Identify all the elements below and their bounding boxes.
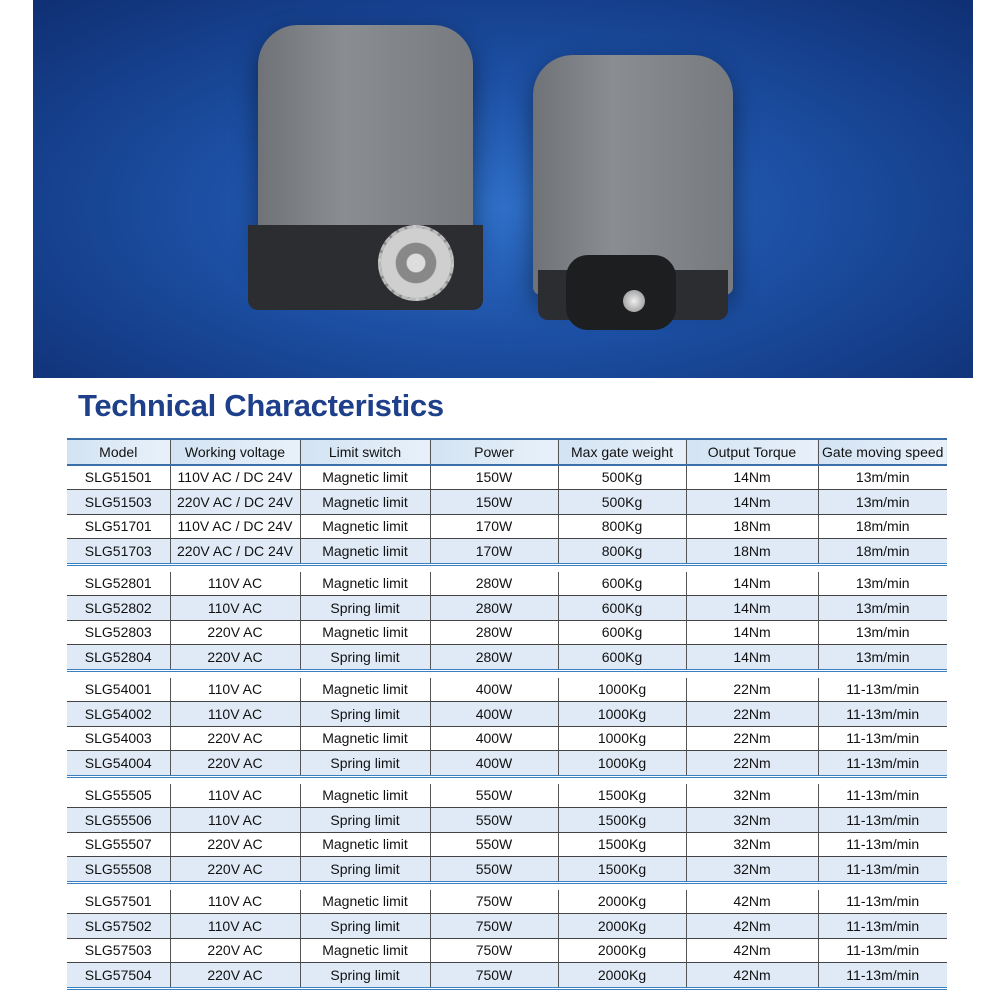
table-cell: 170W bbox=[430, 514, 558, 539]
column-header: Limit switch bbox=[300, 439, 430, 465]
table-cell: 13m/min bbox=[818, 645, 947, 671]
table-cell: 110V AC bbox=[170, 702, 300, 727]
table-cell: 400W bbox=[430, 726, 558, 751]
table-cell: 110V AC bbox=[170, 678, 300, 702]
table-row bbox=[67, 620, 947, 645]
table-cell: 14Nm bbox=[686, 465, 818, 490]
table-row bbox=[67, 514, 947, 539]
table-cell: 280W bbox=[430, 572, 558, 596]
table-cell: 2000Kg bbox=[558, 938, 686, 963]
table-cell: 2000Kg bbox=[558, 890, 686, 914]
table-cell: 13m/min bbox=[818, 596, 947, 621]
table-cell: Magnetic limit bbox=[300, 539, 430, 565]
table-row bbox=[67, 572, 947, 596]
column-header: Gate moving speed bbox=[818, 439, 947, 465]
table-cell: 110V AC bbox=[170, 890, 300, 914]
table-cell: SLG51703 bbox=[67, 539, 170, 565]
table-cell: 220V AC bbox=[170, 726, 300, 751]
table-cell: 750W bbox=[430, 938, 558, 963]
table-cell: 18m/min bbox=[818, 539, 947, 565]
product-photo bbox=[33, 0, 973, 378]
table-cell: 14Nm bbox=[686, 620, 818, 645]
spec-table bbox=[67, 438, 947, 990]
table-cell: 18m/min bbox=[818, 514, 947, 539]
table-cell: Magnetic limit bbox=[300, 890, 430, 914]
table-row bbox=[67, 938, 947, 963]
table-cell: SLG52802 bbox=[67, 596, 170, 621]
table-cell: Magnetic limit bbox=[300, 490, 430, 515]
table-cell: 14Nm bbox=[686, 596, 818, 621]
column-header: Max gate weight bbox=[558, 439, 686, 465]
table-cell: 42Nm bbox=[686, 938, 818, 963]
table-cell: 110V AC bbox=[170, 572, 300, 596]
table-cell: SLG51501 bbox=[67, 465, 170, 490]
column-header: Working voltage bbox=[170, 439, 300, 465]
column-header: Output Torque bbox=[686, 439, 818, 465]
table-row bbox=[67, 465, 947, 490]
table-cell: 400W bbox=[430, 678, 558, 702]
table-cell: 11-13m/min bbox=[818, 963, 947, 989]
table-cell: 220V AC bbox=[170, 963, 300, 989]
table-cell: SLG54001 bbox=[67, 678, 170, 702]
table-cell: 110V AC bbox=[170, 596, 300, 621]
table-cell: 600Kg bbox=[558, 572, 686, 596]
table-cell: 550W bbox=[430, 832, 558, 857]
table-cell: 400W bbox=[430, 751, 558, 777]
table-cell: SLG55508 bbox=[67, 857, 170, 883]
table-cell: 11-13m/min bbox=[818, 890, 947, 914]
table-header bbox=[67, 439, 947, 465]
table-cell: 14Nm bbox=[686, 490, 818, 515]
table-cell: 2000Kg bbox=[558, 963, 686, 989]
table-cell: 220V AC bbox=[170, 938, 300, 963]
table-cell: SLG52801 bbox=[67, 572, 170, 596]
table-cell: 220V AC bbox=[170, 620, 300, 645]
table-cell: Spring limit bbox=[300, 596, 430, 621]
table-cell: 11-13m/min bbox=[818, 784, 947, 808]
table-row bbox=[67, 751, 947, 777]
table-cell: 600Kg bbox=[558, 596, 686, 621]
table-cell: Spring limit bbox=[300, 963, 430, 989]
table-cell: SLG52803 bbox=[67, 620, 170, 645]
group-separator bbox=[67, 564, 947, 572]
table-cell: 13m/min bbox=[818, 572, 947, 596]
table-cell: 280W bbox=[430, 645, 558, 671]
table-row bbox=[67, 914, 947, 939]
table-cell: 110V AC / DC 24V bbox=[170, 465, 300, 490]
table-cell: Magnetic limit bbox=[300, 938, 430, 963]
table-cell: 18Nm bbox=[686, 539, 818, 565]
table-cell: 150W bbox=[430, 465, 558, 490]
table-cell: 11-13m/min bbox=[818, 808, 947, 833]
table-cell: 22Nm bbox=[686, 702, 818, 727]
table-row bbox=[67, 702, 947, 727]
table-cell: SLG57502 bbox=[67, 914, 170, 939]
table-cell: 110V AC / DC 24V bbox=[170, 514, 300, 539]
table-cell: Magnetic limit bbox=[300, 572, 430, 596]
table-cell: SLG54004 bbox=[67, 751, 170, 777]
table-cell: SLG57503 bbox=[67, 938, 170, 963]
table-cell: 150W bbox=[430, 490, 558, 515]
separator-cell bbox=[67, 776, 947, 784]
group-separator bbox=[67, 670, 947, 678]
table-cell: 32Nm bbox=[686, 832, 818, 857]
table-cell: Spring limit bbox=[300, 857, 430, 883]
drive-gear-icon bbox=[378, 225, 454, 301]
table-cell: 13m/min bbox=[818, 490, 947, 515]
table-cell: Magnetic limit bbox=[300, 620, 430, 645]
table-cell: 22Nm bbox=[686, 726, 818, 751]
table-cell: 11-13m/min bbox=[818, 678, 947, 702]
table-cell: 220V AC bbox=[170, 751, 300, 777]
table-row bbox=[67, 678, 947, 702]
table-cell: 750W bbox=[430, 914, 558, 939]
page-title: Technical Characteristics bbox=[78, 388, 444, 423]
table-cell: 1500Kg bbox=[558, 857, 686, 883]
table-cell: 280W bbox=[430, 620, 558, 645]
table-cell: 11-13m/min bbox=[818, 702, 947, 727]
table-cell: 500Kg bbox=[558, 465, 686, 490]
table-cell: 32Nm bbox=[686, 808, 818, 833]
table-row bbox=[67, 890, 947, 914]
table-cell: 42Nm bbox=[686, 963, 818, 989]
table-cell: Spring limit bbox=[300, 751, 430, 777]
table-cell: 220V AC bbox=[170, 645, 300, 671]
table-row bbox=[67, 490, 947, 515]
table-cell: 800Kg bbox=[558, 539, 686, 565]
table-cell: 32Nm bbox=[686, 784, 818, 808]
table-cell: Magnetic limit bbox=[300, 678, 430, 702]
table-cell: 750W bbox=[430, 890, 558, 914]
table-cell: 750W bbox=[430, 963, 558, 989]
table-cell: Magnetic limit bbox=[300, 514, 430, 539]
table-cell: 11-13m/min bbox=[818, 914, 947, 939]
table-cell: 550W bbox=[430, 784, 558, 808]
table-cell: Spring limit bbox=[300, 702, 430, 727]
table-cell: 13m/min bbox=[818, 465, 947, 490]
table-cell: 280W bbox=[430, 596, 558, 621]
table-cell: Magnetic limit bbox=[300, 465, 430, 490]
table-cell: 600Kg bbox=[558, 620, 686, 645]
table-cell: SLG55506 bbox=[67, 808, 170, 833]
separator-cell bbox=[67, 882, 947, 890]
table-cell: SLG51503 bbox=[67, 490, 170, 515]
table-cell: 32Nm bbox=[686, 857, 818, 883]
release-slot bbox=[566, 255, 676, 330]
table-cell: SLG54003 bbox=[67, 726, 170, 751]
table-cell: 42Nm bbox=[686, 890, 818, 914]
table-cell: 170W bbox=[430, 539, 558, 565]
table-row bbox=[67, 539, 947, 565]
table-cell: 42Nm bbox=[686, 914, 818, 939]
table-cell: 110V AC bbox=[170, 784, 300, 808]
table-cell: 220V AC / DC 24V bbox=[170, 539, 300, 565]
table-cell: 2000Kg bbox=[558, 914, 686, 939]
table-row bbox=[67, 596, 947, 621]
table-cell: Magnetic limit bbox=[300, 832, 430, 857]
group-separator bbox=[67, 882, 947, 890]
table-cell: 11-13m/min bbox=[818, 726, 947, 751]
table-row bbox=[67, 832, 947, 857]
table-cell: 1500Kg bbox=[558, 808, 686, 833]
table-row bbox=[67, 726, 947, 751]
table-cell: 1000Kg bbox=[558, 751, 686, 777]
release-knob-icon bbox=[623, 290, 645, 312]
column-header: Model bbox=[67, 439, 170, 465]
table-cell: 500Kg bbox=[558, 490, 686, 515]
table-cell: 550W bbox=[430, 857, 558, 883]
table-cell: 110V AC bbox=[170, 808, 300, 833]
table-cell: SLG55507 bbox=[67, 832, 170, 857]
table-cell: SLG51701 bbox=[67, 514, 170, 539]
table-cell: Spring limit bbox=[300, 914, 430, 939]
table-cell: Spring limit bbox=[300, 808, 430, 833]
table-cell: 800Kg bbox=[558, 514, 686, 539]
separator-cell bbox=[67, 564, 947, 572]
table-cell: Magnetic limit bbox=[300, 784, 430, 808]
table-cell: 220V AC / DC 24V bbox=[170, 490, 300, 515]
table-cell: SLG57501 bbox=[67, 890, 170, 914]
table-cell: 11-13m/min bbox=[818, 751, 947, 777]
table-cell: 1000Kg bbox=[558, 702, 686, 727]
table-cell: SLG55505 bbox=[67, 784, 170, 808]
table-cell: 1500Kg bbox=[558, 784, 686, 808]
table-cell: 550W bbox=[430, 808, 558, 833]
table-cell: 22Nm bbox=[686, 678, 818, 702]
table-cell: 600Kg bbox=[558, 645, 686, 671]
table-cell: 11-13m/min bbox=[818, 857, 947, 883]
table-row bbox=[67, 963, 947, 989]
table-cell: 14Nm bbox=[686, 645, 818, 671]
table-cell: SLG54002 bbox=[67, 702, 170, 727]
table-row bbox=[67, 857, 947, 883]
table-cell: Magnetic limit bbox=[300, 726, 430, 751]
table-cell: 220V AC bbox=[170, 832, 300, 857]
table-row bbox=[67, 784, 947, 808]
table-cell: 13m/min bbox=[818, 620, 947, 645]
table-cell: 14Nm bbox=[686, 572, 818, 596]
table-cell: 18Nm bbox=[686, 514, 818, 539]
table-cell: 1000Kg bbox=[558, 726, 686, 751]
table-row bbox=[67, 808, 947, 833]
table-cell: SLG57504 bbox=[67, 963, 170, 989]
table-cell: SLG52804 bbox=[67, 645, 170, 671]
table-cell: Spring limit bbox=[300, 645, 430, 671]
group-separator bbox=[67, 776, 947, 784]
table-cell: 22Nm bbox=[686, 751, 818, 777]
separator-cell bbox=[67, 670, 947, 678]
table-cell: 11-13m/min bbox=[818, 832, 947, 857]
table-cell: 1000Kg bbox=[558, 678, 686, 702]
table-cell: 11-13m/min bbox=[818, 938, 947, 963]
table-cell: 1500Kg bbox=[558, 832, 686, 857]
table-row bbox=[67, 645, 947, 671]
table-cell: 220V AC bbox=[170, 857, 300, 883]
column-header: Power bbox=[430, 439, 558, 465]
table-cell: 400W bbox=[430, 702, 558, 727]
table-cell: 110V AC bbox=[170, 914, 300, 939]
